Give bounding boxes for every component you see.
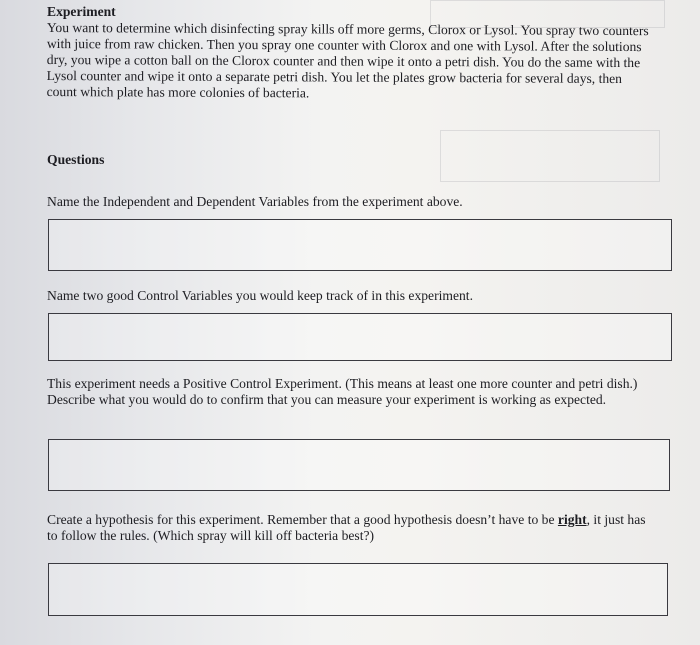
bleed-through-box: [440, 130, 660, 182]
question-3-prompt: This experiment needs a Positive Control Experiment. (This means at least one more counter and petri dish.) Describe what you would do to confirm that you can measure your experiment is working as expected.: [47, 376, 638, 407]
questions-heading: Questions: [47, 152, 105, 167]
question-4-prompt-start: Create a hypothesis for this experiment. Remember that a good hypothesis doesn’t have to be: [47, 512, 555, 527]
question-2-prompt: Name two good Control Variables you would keep track of in this experiment.: [47, 288, 473, 303]
question-4-answer-box[interactable]: [48, 563, 668, 616]
experiment-description: You want to determine which disinfecting spray kills off more germs, Clorox or Lysol. You spray two counters with juice from raw chicken. Then you spray one counter with Clorox and one with Lysol. After the solutions dry, you wipe a cotton ball on the Clorox counter and then wipe it onto a petri dish. You do the same with the Lysol counter and wipe it onto a separate petri dish. You let the plates grow bacteria for several days, then count which plate has more colonies of bacteria.: [46, 20, 649, 101]
question-4-prompt-end: , it just has to follow the rules. (Which spray will kill off bacteria best?): [47, 512, 646, 543]
question-4-prompt-emphasis: right: [557, 512, 587, 527]
question-2-answer-box[interactable]: [48, 313, 672, 361]
question-1-answer-box[interactable]: [48, 219, 672, 271]
question-1-prompt: Name the Independent and Dependent Variables from the experiment above.: [47, 194, 463, 209]
question-3-answer-box[interactable]: [48, 439, 670, 491]
question-4-prompt: [47, 512, 653, 544]
experiment-heading: Experiment: [47, 4, 116, 19]
